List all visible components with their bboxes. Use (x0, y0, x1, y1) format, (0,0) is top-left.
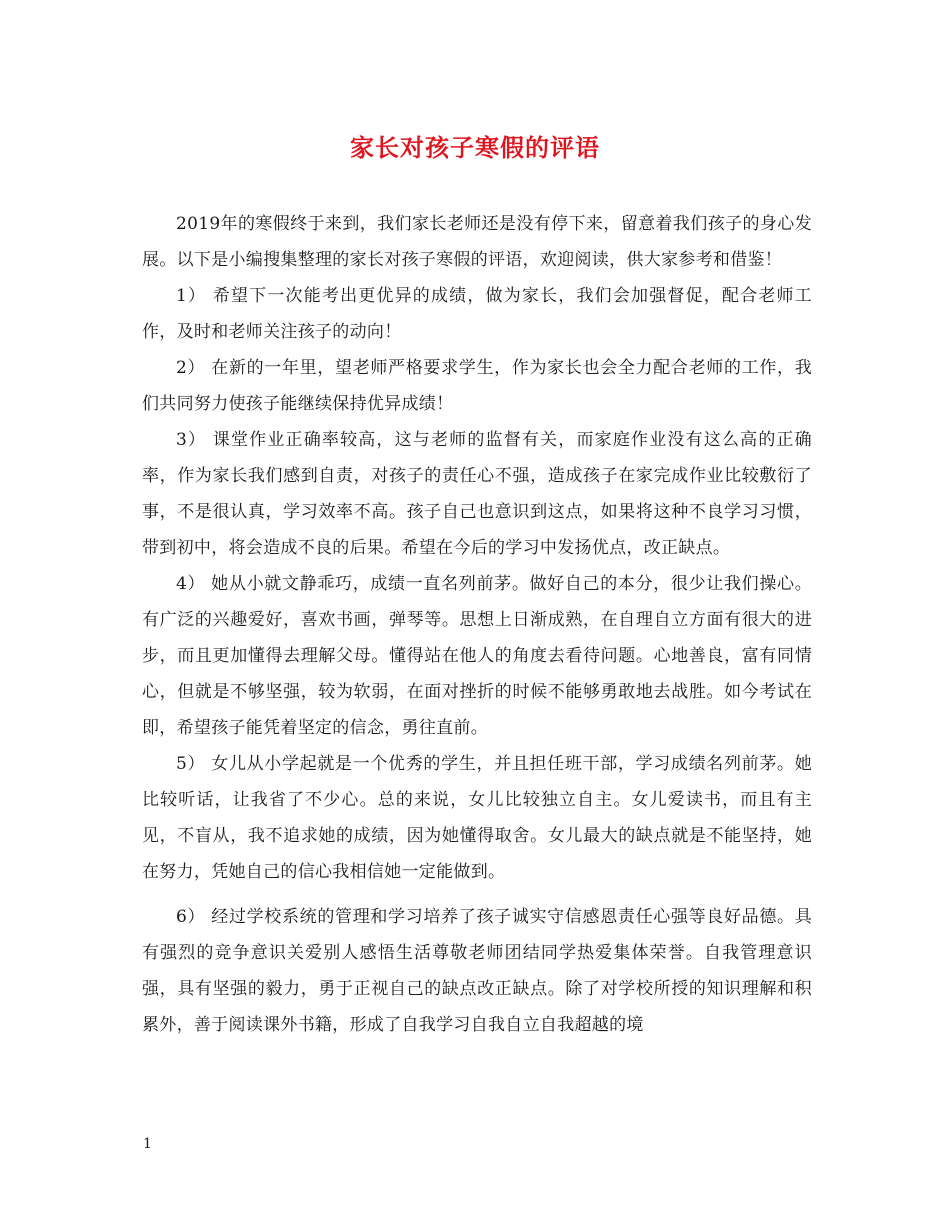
comment-paragraph-1: 1） 希望下一次能考出更优异的成绩，做为家长，我们会加强督促，配合老师工作，及时和老师关注孩子的动向！ (142, 286, 812, 342)
document-body (142, 206, 812, 1043)
document-title: 家长对孩子寒假的评语 (350, 133, 600, 162)
page-number: 1 (143, 1136, 152, 1152)
comment-paragraph-3: 3） 课堂作业正确率较高，这与老师的监督有关，而家庭作业没有这么高的正确率，作为家长我们感到自责，对孩子的责任心不强，造成孩子在家完成作业比较敷衍了事，不是很认真，学习效率不高。孩子自己也意识到这点，如果将这种不良学习习惯，带到初中，将会造成不良的后果。希望在今后的学习中发扬优点，改正缺点。 (142, 430, 812, 558)
intro-paragraph: 2019年的寒假终于来到，我们家长老师还是没有停下来，留意着我们孩子的身心发展。以下是小编搜集整理的家长对孩子寒假的评语，欢迎阅读，供大家参考和借鉴！ (142, 214, 812, 270)
comment-paragraph-2: 2） 在新的一年里，望老师严格要求学生，作为家长也会全力配合老师的工作，我们共同努力使孩子能继续保持优异成绩！ (142, 358, 812, 414)
comment-paragraph-6: 6） 经过学校系统的管理和学习培养了孩子诚实守信感恩责任心强等良好品德。具有强烈的竞争意识关爱别人感悟生活尊敬老师团结同学热爱集体荣誉。自我管理意识强，具有坚强的毅力，勇于正视自己的缺点改正缺点。除了对学校所授的知识理解和积累外，善于阅读课外书籍，形成了自我学习自我自立自我超越的境 (142, 907, 812, 1035)
comment-paragraph-4: 4） 她从小就文静乖巧，成绩一直名列前茅。做好自己的本分，很少让我们操心。有广泛的兴趣爱好，喜欢书画，弹琴等。思想上日渐成熟，在自理自立方面有很大的进步，而且更加懂得去理解父母。懂得站在他人的角度去看待问题。心地善良，富有同情心，但就是不够坚强，较为软弱，在面对挫折的时候不能够勇敢地去战胜。如今考试在即，希望孩子能凭着坚定的信念，勇往直前。 (142, 574, 812, 738)
comment-paragraph-5: 5） 女儿从小学起就是一个优秀的学生，并且担任班干部，学习成绩名列前茅。她比较听话，让我省了不少心。总的来说，女儿比较独立自主。女儿爱读书，而且有主见，不盲从，我不追求她的成绩，因为她懂得取舍。女儿最大的缺点就是不能坚持，她在努力，凭她自己的信心我相信她一定能做到。 (142, 754, 812, 882)
